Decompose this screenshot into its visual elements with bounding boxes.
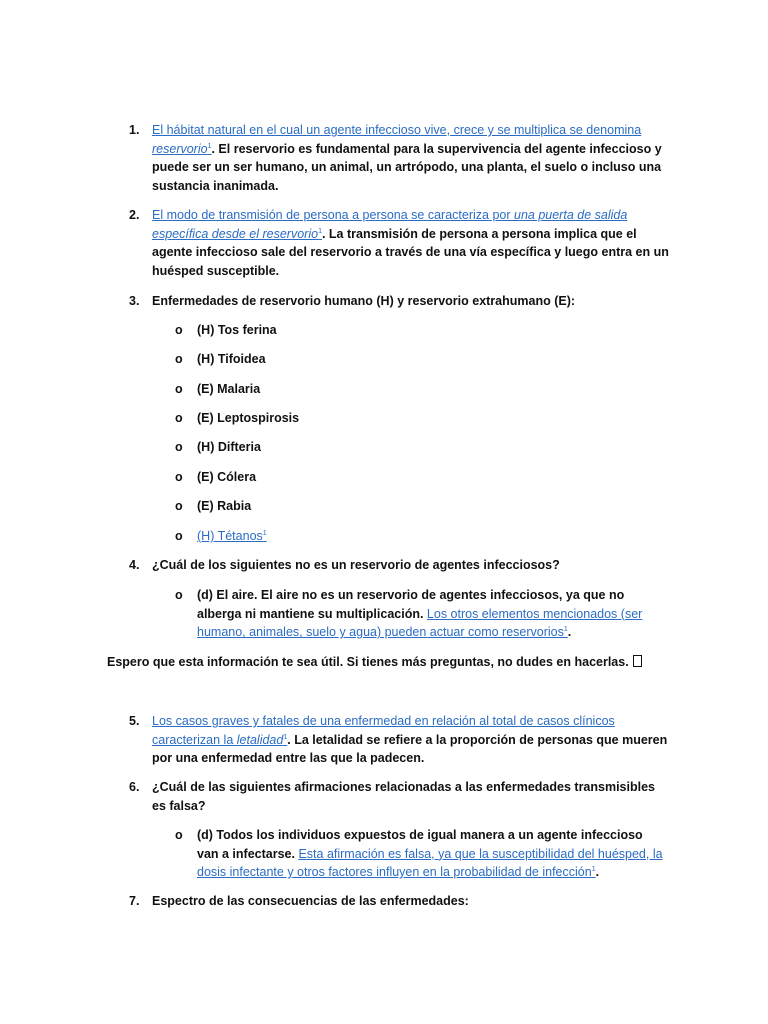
item-text: Enfermedades de reservorio humano (H) y reservorio extrahumano (E): <box>152 294 576 308</box>
bullet-icon: o <box>175 352 183 366</box>
bullet-icon: o <box>175 828 183 842</box>
bullet-icon: o <box>175 499 183 513</box>
bullet-icon: o <box>175 411 183 425</box>
item-text: Los casos graves y fatales de una enfermedad en relación al total de casos clínicos caracterizan la letalidad$^1$. La letalidad se refiere a la proporción de personas que mueren por una enfermedad entre las que la padecen. <box>152 714 668 766</box>
citation-link[interactable]: El modo de transmisión de persona a persona se caracteriza por una puerta de salida específica desde el reservorio$^1$ <box>152 208 628 241</box>
citation-link[interactable]: (H) Tétanos$^1$ <box>197 529 267 543</box>
citation-link[interactable]: Los otros elementos mencionados (ser humano, animales, suelo y agua) pueden actuar como reservorios$^1$ <box>197 606 643 640</box>
item-number: 2. <box>129 208 140 222</box>
missing-glyph-icon <box>633 655 642 667</box>
bullet-icon: o <box>175 470 183 484</box>
bullet-icon: o <box>175 588 183 602</box>
item-number: 3. <box>129 294 140 308</box>
item-text: El modo de transmisión de persona a persona se caracteriza por una puerta de salida específica desde el reservorio$^1$. La transmisión de persona a persona implica que el agente infeccioso sale del reservorio a través de una vía específica y luego entra en un huésped susceptible. <box>152 208 669 278</box>
citation-link[interactable]: Los casos graves y fatales de una enfermedad en relación al total de casos clínicos caracterizan la letalidad$^1$ <box>152 714 615 747</box>
citation-link[interactable]: Esta afirmación es falsa, ya que la susceptibilidad del huésped, la dosis infectante y otros factores influyen en la probabilidad de infección$^1$ <box>197 846 663 880</box>
item-number: 5. <box>129 714 140 728</box>
item-text: Espectro de las consecuencias de las enfermedades: <box>152 894 469 908</box>
item-number: 6. <box>129 780 140 794</box>
citation-link[interactable]: El hábitat natural en el cual un agente infeccioso vive, crece y se multiplica se denomina reservorio$^1$ <box>152 123 642 156</box>
item-number: 1. <box>129 123 140 137</box>
closing-text: Espero que esta información te sea útil. Si tienes más preguntas, no dudes en hacerlas. <box>107 653 707 672</box>
item-text: ¿Cuál de las siguientes afirmaciones relacionadas a las enfermedades transmisibles es falsa? <box>152 780 655 813</box>
bullet-icon: o <box>175 382 183 396</box>
bullet-icon: o <box>175 323 183 337</box>
item-text: El hábitat natural en el cual un agente infeccioso vive, crece y se multiplica se denomina reservorio$^1$. El reservorio es fundamental para la supervivencia del agente infeccioso y puede ser un ser humano, un animal, un artrópodo, una planta, el suelo o incluso una sustancia inanimada. <box>152 123 662 193</box>
item-number: 4. <box>129 558 140 572</box>
bullet-icon: o <box>175 529 183 543</box>
item-number: 7. <box>129 894 140 908</box>
item-text: ¿Cuál de los siguientes no es un reservorio de agentes infecciosos? <box>152 558 560 572</box>
bullet-icon: o <box>175 440 183 454</box>
